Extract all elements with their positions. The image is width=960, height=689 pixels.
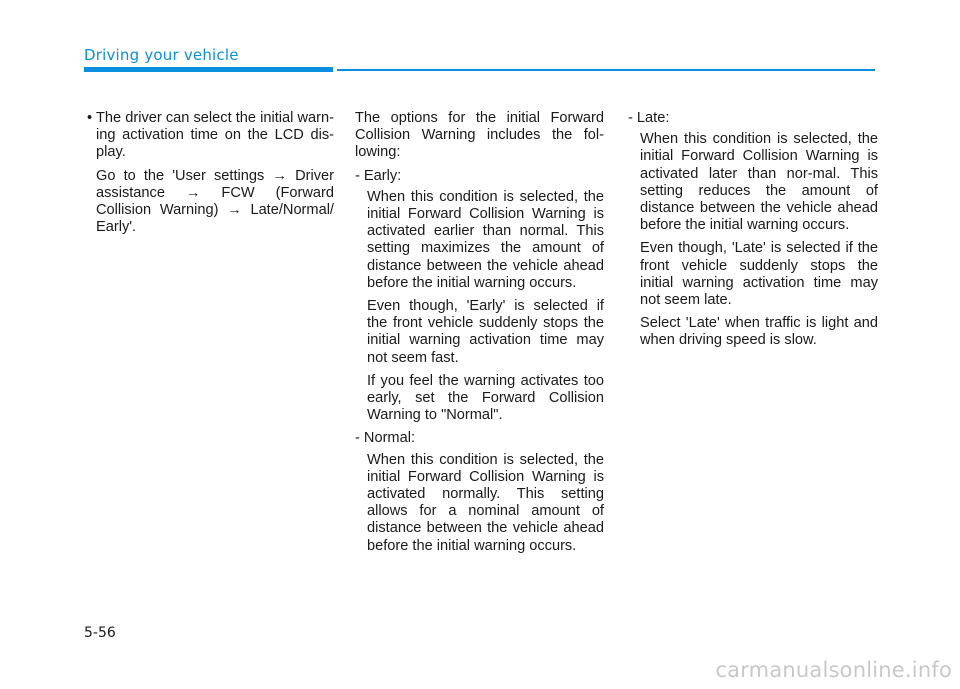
column-middle (355, 110, 604, 555)
section-header-title: Driving your vehicle (84, 46, 239, 64)
bullet-followup-text: Go to the 'User settings → Driver assistance → FCW (Forward Collision Warning) → Late/Normal/ Early'. (96, 167, 334, 236)
options-intro: The options for the initial Forward Collision Warning includes the fol-lowing: (355, 110, 604, 161)
header-rule-thin (337, 69, 875, 71)
bullet-dot-icon: • (87, 110, 93, 126)
watermark: carmanualsonline.info (715, 658, 952, 682)
late-paragraph-2: Even though, 'Late' is selected if the front vehicle suddenly stops the initial warning activation time may not seem late. (640, 240, 878, 309)
option-late-block (628, 131, 878, 349)
column-right (628, 110, 878, 350)
bullet-item (84, 110, 334, 162)
option-late-label: - Late: (628, 110, 670, 126)
page-number: 5-56 (84, 625, 116, 641)
header-rule-thick (84, 67, 333, 72)
option-normal-block (355, 452, 604, 555)
early-paragraph-2: Even though, 'Early' is selected if the front vehicle suddenly stops the initial warning activation time may not seem fast. (367, 298, 604, 366)
column-left (84, 110, 334, 236)
normal-paragraph-1: When this condition is selected, the initial Forward Collision Warning is activated normally. This setting allows for a nominal amount of distance between the vehicle ahead before the initial warning occurs. (367, 451, 604, 554)
bullet-text: The driver can select the initial warn-ing activation time on the LCD dis-play. (96, 110, 334, 161)
early-paragraph-1: When this condition is selected, the initial Forward Collision Warning is activated earlier than normal. This setting maximizes the amount of distance between the vehicle ahead before the initial warning occurs. (367, 188, 604, 291)
option-early-block (355, 189, 604, 425)
option-early-label: - Early: (355, 167, 402, 184)
late-paragraph-3: Select 'Late' when traffic is light and when driving speed is slow. (640, 315, 878, 349)
option-normal-label: - Normal: (355, 430, 415, 447)
early-paragraph-3: If you feel the warning activates too early, set the Forward Collision Warning to "Normal". (367, 372, 604, 424)
late-paragraph-1: When this condition is selected, the initial Forward Collision Warning is activated later than nor-mal. This setting reduces the amount of distance between the vehicle ahead before the initial warning occurs. (640, 131, 878, 234)
